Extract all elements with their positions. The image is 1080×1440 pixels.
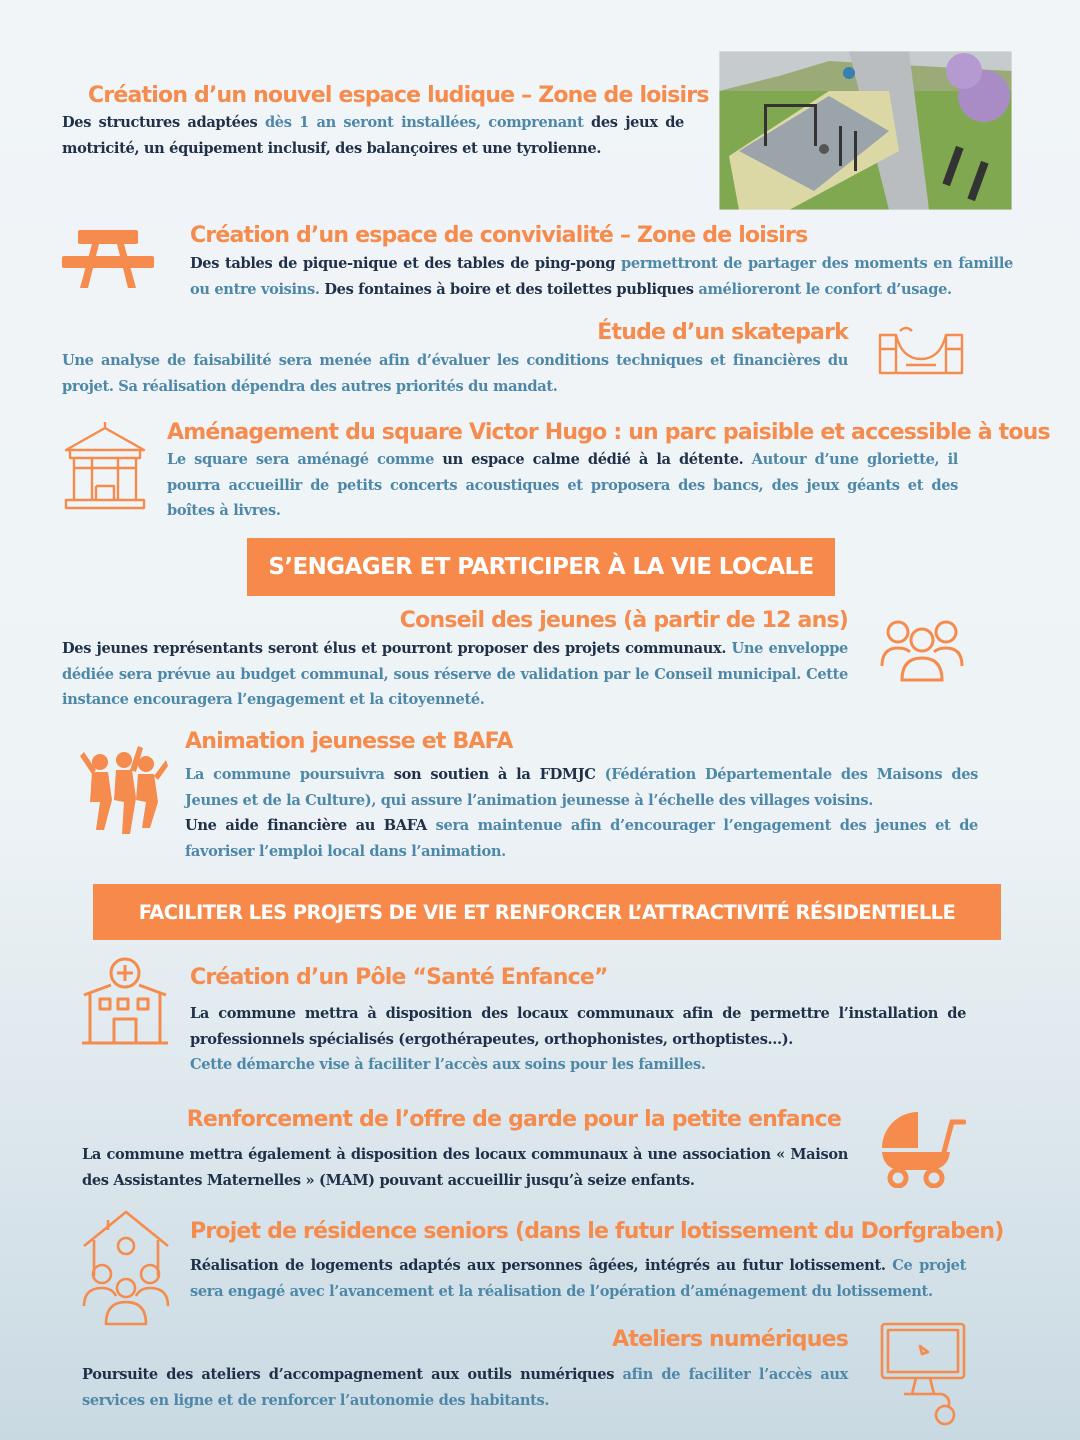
- group-people-icon: [878, 618, 966, 682]
- stroller-icon: [878, 1108, 966, 1188]
- square-text-1: Le square sera aménagé comme: [167, 451, 443, 468]
- sante-title: Création d’un Pôle “Santé Enfance”: [190, 965, 608, 990]
- convivialite-text-2: permettront de partager des moments en famille ou entre voisins.: [190, 255, 1013, 298]
- conseil-text-2: Une enveloppe dédiée sera prévue au budget communal, sous réserve de validation par le Conseil municipal. Cette instance encouragera l’engagement et la citoyenneté.: [62, 640, 848, 708]
- espace-ludique-text-3: des jeux de motricité, un équipement inclusif, des balançoires et une tyrolienne.: [62, 114, 684, 157]
- skatepark-text: Une analyse de faisabilité sera menée afin d’évaluer les conditions techniques et financières du projet. Sa réalisation dépendra des autres priorités du mandat.: [62, 352, 848, 395]
- square-title: Aménagement du square Victor Hugo : un parc paisible et accessible à tous: [167, 420, 1050, 445]
- conseil-text-1: Des jeunes représentants seront élus et pourront proposer des projets communaux.: [62, 640, 727, 657]
- sante-text: [190, 1001, 966, 1078]
- animation-text-1: La commune poursuivra: [185, 766, 394, 783]
- computer-mouse-icon: [880, 1322, 966, 1426]
- espace-ludique-text: [62, 110, 684, 161]
- jumping-youth-icon: [78, 740, 168, 836]
- seniors-title: Projet de résidence seniors (dans le futur lotissement du Dorfgraben): [190, 1219, 1004, 1244]
- square-text-3: Autour d’une gloriette, il pourra accueillir de petits concerts acoustiques et proposera des bancs, des jeux géants et des boîtes à livres.: [167, 451, 958, 519]
- health-building-icon: [80, 955, 170, 1047]
- gazebo-icon: [62, 420, 148, 512]
- square-text: [167, 447, 958, 524]
- convivialite-text-3: Des fontaines à boire et des toilettes publiques: [319, 280, 699, 298]
- numerique-text-2: afin de faciliter l’accès aux services en ligne et de renforcer l’autonomie des habitants.: [82, 1366, 848, 1409]
- espace-ludique-text-2: dès 1 an seront installées, comprenant: [264, 114, 584, 131]
- convivialite-text-1: Des tables de pique-nique et des tables de ping-pong: [190, 255, 622, 272]
- seniors-text: [190, 1253, 966, 1304]
- animation-text: [185, 762, 978, 864]
- espace-ludique-text-1: Des structures adaptées: [62, 114, 265, 131]
- conseil-text: [62, 636, 848, 713]
- seniors-text-2: Ce projet sera engagé avec l’avancement et la réalisation de l’opération d’aménagement du lotissement.: [190, 1257, 967, 1300]
- animation-text-4: Une aide financière au BAFA: [185, 817, 427, 834]
- banner-engager: S’ENGAGER ET PARTICIPER À LA VIE LOCALE: [247, 538, 835, 596]
- square-text-2: un espace calme dédié à la détente.: [442, 451, 744, 468]
- numerique-title: Ateliers numériques: [612, 1327, 848, 1352]
- garde-text: La commune mettra également à disposition des locaux communaux à une association « Maison des Assistantes Maternelles » (MAM) pouvant accueillir jusqu’à seize enfants.: [82, 1146, 848, 1189]
- animation-title: Animation jeunesse et BAFA: [185, 729, 513, 754]
- sante-text-1: La commune mettra à disposition des locaux communaux afin de permettre l’installation de professionnels spécialisés (ergothérapeutes, orthophonistes, orthoptistes...).: [190, 1005, 966, 1048]
- sante-text-2: Cette démarche vise à faciliter l’accès aux soins pour les familles.: [190, 1056, 706, 1073]
- skatepark-title: Étude d’un skatepark: [597, 320, 848, 345]
- convivialite-text: [190, 251, 1013, 302]
- animation-text-3: (Fédération Départementale des Maisons des Jeunes et de la Culture), qui assure l’animation jeunesse à l’échelle des villages voisins.: [185, 766, 978, 809]
- house-people-icon: [80, 1210, 172, 1326]
- espace-ludique-title: Création d’un nouvel espace ludique – Zone de loisirs: [88, 83, 709, 108]
- convivialite-text-4: amélioreront le confort d’usage.: [698, 280, 952, 298]
- seniors-text-1: Réalisation de logements adaptés aux personnes âgées, intégrés au futur lotissement.: [190, 1257, 886, 1274]
- convivialite-title: Création d’un espace de convivialité – Zone de loisirs: [190, 223, 808, 248]
- animation-text-5: sera maintenue afin d’encourager l’engagement des jeunes et de favoriser l’emploi local dans l’animation.: [185, 817, 978, 860]
- picnic-table-icon: [62, 230, 154, 288]
- skate-ramp-icon: [878, 325, 964, 375]
- garde-title: Renforcement de l’offre de garde pour la petite enfance: [186, 1107, 841, 1132]
- animation-text-2: son soutien à la FDMJC: [393, 766, 596, 783]
- numerique-text-1: Poursuite des ateliers d’accompagnement aux outils numériques: [82, 1366, 615, 1383]
- banner-faciliter: FACILITER LES PROJETS DE VIE ET RENFORCER L’ATTRACTIVITÉ RÉSIDENTIELLE: [93, 884, 1001, 940]
- conseil-title: Conseil des jeunes (à partir de 12 ans): [399, 608, 848, 633]
- numerique-text: [82, 1362, 848, 1413]
- playground-rendering-image: [719, 51, 1012, 210]
